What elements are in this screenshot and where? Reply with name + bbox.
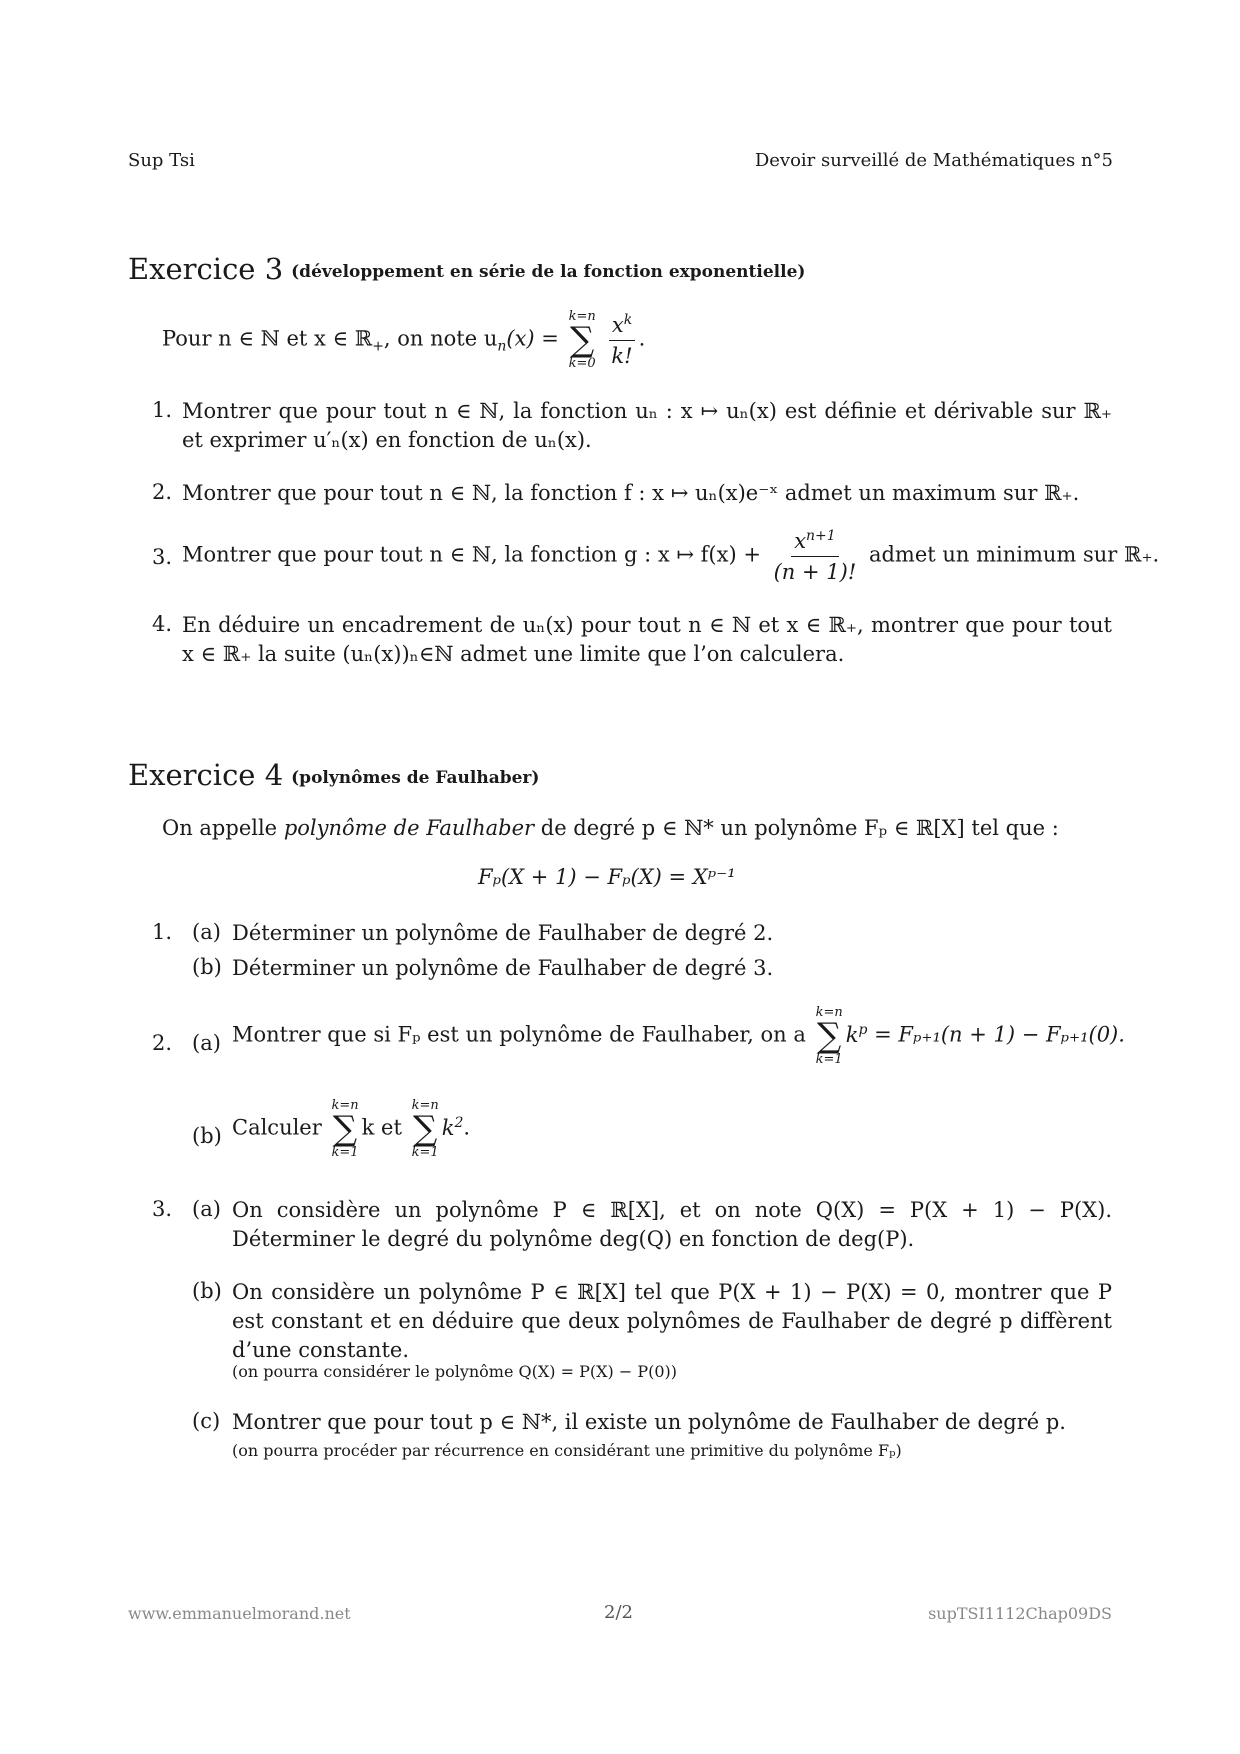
sub-label: (a): [192, 1197, 221, 1221]
q2b-mid: k et: [361, 1115, 402, 1140]
intro-pre: On appelle: [162, 816, 278, 840]
ex4-question-3c: Montrer que pour tout p ∈ ℕ*, il existe un polynôme de Faulhaber de degré p.: [232, 1410, 1066, 1434]
sum-symbol: k=n ∑ k=1: [411, 1098, 439, 1160]
ex4-question-3c-hint: (on pourra procéder par récurrence en considérant une primitive du polynôme Fₚ): [232, 1441, 902, 1460]
sub-label: (b): [192, 955, 222, 979]
ex4-question-2a: Montrer que si Fₚ est un polynôme de Faulhaber, on a k=n ∑ k=1 $k^p = F_{p+1}(n + 1) - F_{p+1}(0)$.: [232, 1005, 1125, 1067]
ex3-question-1: Montrer que pour tout n ∈ ℕ, la fonction uₙ : x ↦ uₙ(x) est définie et dérivable sur ℝ₊ et exprimer u′ₙ(x) en fonction de uₙ(x).: [182, 399, 1112, 452]
fraction: $\frac{x^{n+1}}{(n + 1)!}$: [773, 528, 857, 585]
exercise-4-heading: Exercice 4: [128, 758, 284, 792]
ex4-question-3b: On considère un polynôme P ∈ ℝ[X] tel que P(X + 1) − P(X) = 0, montrer que P est constant et en déduire que deux polynômes de Faulhaber de degré p diffèrent d’une constante.: [232, 1280, 1112, 1362]
intro-mid: , on note u: [383, 326, 498, 351]
exercise-4-title: [128, 758, 539, 792]
ex4-question-3a: On considère un polynôme P ∈ ℝ[X], et on note Q(X) = P(X + 1) − P(X). Déterminer le degré du polynôme deg(Q) en fonction de deg(P).: [232, 1198, 1112, 1251]
sub-label: (c): [192, 1409, 221, 1433]
q2a-pre: Montrer que si Fₚ est un polynôme de Faulhaber, on a: [232, 1022, 806, 1047]
q3-post: admet un minimum sur ℝ₊.: [868, 542, 1160, 567]
question-number: 1.: [152, 398, 173, 422]
ex3-question-2: Montrer que pour tout n ∈ ℕ, la fonction f : x ↦ uₙ(x)e⁻ˣ admet un maximum sur ℝ₊.: [182, 481, 1080, 505]
intro-post: de degré p ∈ ℕ* un polynôme Fₚ ∈ ℝ[X] tel que :: [540, 816, 1059, 840]
question-number: 2.: [152, 1031, 173, 1055]
exercise-4-subtitle: (polynômes de Faulhaber): [291, 768, 540, 788]
q2b-pre: Calculer: [232, 1115, 322, 1140]
header-left: Sup Tsi: [128, 150, 195, 171]
sub-label: (a): [192, 920, 221, 944]
q2a-post: = Fₚ₊₁(n + 1) − Fₚ₊₁(0).: [874, 1022, 1125, 1047]
exercise-3-title: [128, 252, 805, 286]
ex4-question-1a: Déterminer un polynôme de Faulhaber de degré 2.: [232, 921, 774, 945]
intro-emphasis: polynôme de Faulhaber: [283, 816, 535, 840]
exercise-4-intro: [162, 814, 1059, 843]
question-number: 2.: [152, 480, 173, 504]
sum-symbol: k=n ∑ k=1: [331, 1098, 359, 1160]
footer-document-id: supTSI1112Chap09DS: [928, 1604, 1112, 1623]
faulhaber-equation: Fₚ(X + 1) − Fₚ(X) = Xᵖ⁻¹: [478, 865, 736, 889]
ex4-question-2b: Calculer k=n ∑ k=1 k et k=n ∑ k=1 $k^2$.: [232, 1098, 471, 1160]
question-number: 1.: [152, 920, 173, 944]
ex4-question-3b-hint: (on pourra considérer le polynôme Q(X) = P(X) − P(0)): [232, 1362, 677, 1381]
ex3-question-4: En déduire un encadrement de uₙ(x) pour tout n ∈ ℕ et x ∈ ℝ₊, montrer que pour tout x ∈ ℝ₊ la suite (uₙ(x))ₙ∈ℕ admet une limite que l’on calculera.: [182, 613, 1112, 666]
footer-page-number: 2/2: [604, 1602, 633, 1623]
exercise-3-intro: Pour n ∈ ℕ et x ∈ ℝ$_+$, on note $u_n(x)$ = k=n ∑ k=0 $\frac{x^k}{k!}$ .: [162, 309, 646, 371]
question-number: 3.: [152, 545, 173, 569]
intro-prefix: Pour n ∈ ℕ et x ∈ ℝ: [162, 326, 373, 351]
sub-label: (a): [192, 1031, 221, 1055]
sub-label: (b): [192, 1279, 222, 1303]
header-right: Devoir surveillé de Mathématiques n°5: [754, 150, 1113, 171]
exercise-3-heading: Exercice 3: [128, 252, 284, 286]
ex4-question-1b: Déterminer un polynôme de Faulhaber de degré 3.: [232, 956, 774, 980]
question-number: 4.: [152, 612, 173, 636]
ex3-question-3: [182, 528, 1159, 584]
question-number: 3.: [152, 1197, 173, 1221]
sub-label: (b): [192, 1124, 222, 1148]
footer-website: www.emmanuelmorand.net: [128, 1604, 351, 1623]
q3-pre: Montrer que pour tout n ∈ ℕ, la fonction g : x ↦ f(x) +: [182, 542, 761, 567]
fraction: $\frac{x^k}{k!}$: [608, 312, 635, 368]
sum-symbol: k=n ∑ k=0: [568, 309, 596, 371]
sum-symbol: k=n ∑ k=1: [815, 1005, 843, 1067]
exercise-3-subtitle: (développement en série de la fonction exponentielle): [291, 262, 806, 282]
